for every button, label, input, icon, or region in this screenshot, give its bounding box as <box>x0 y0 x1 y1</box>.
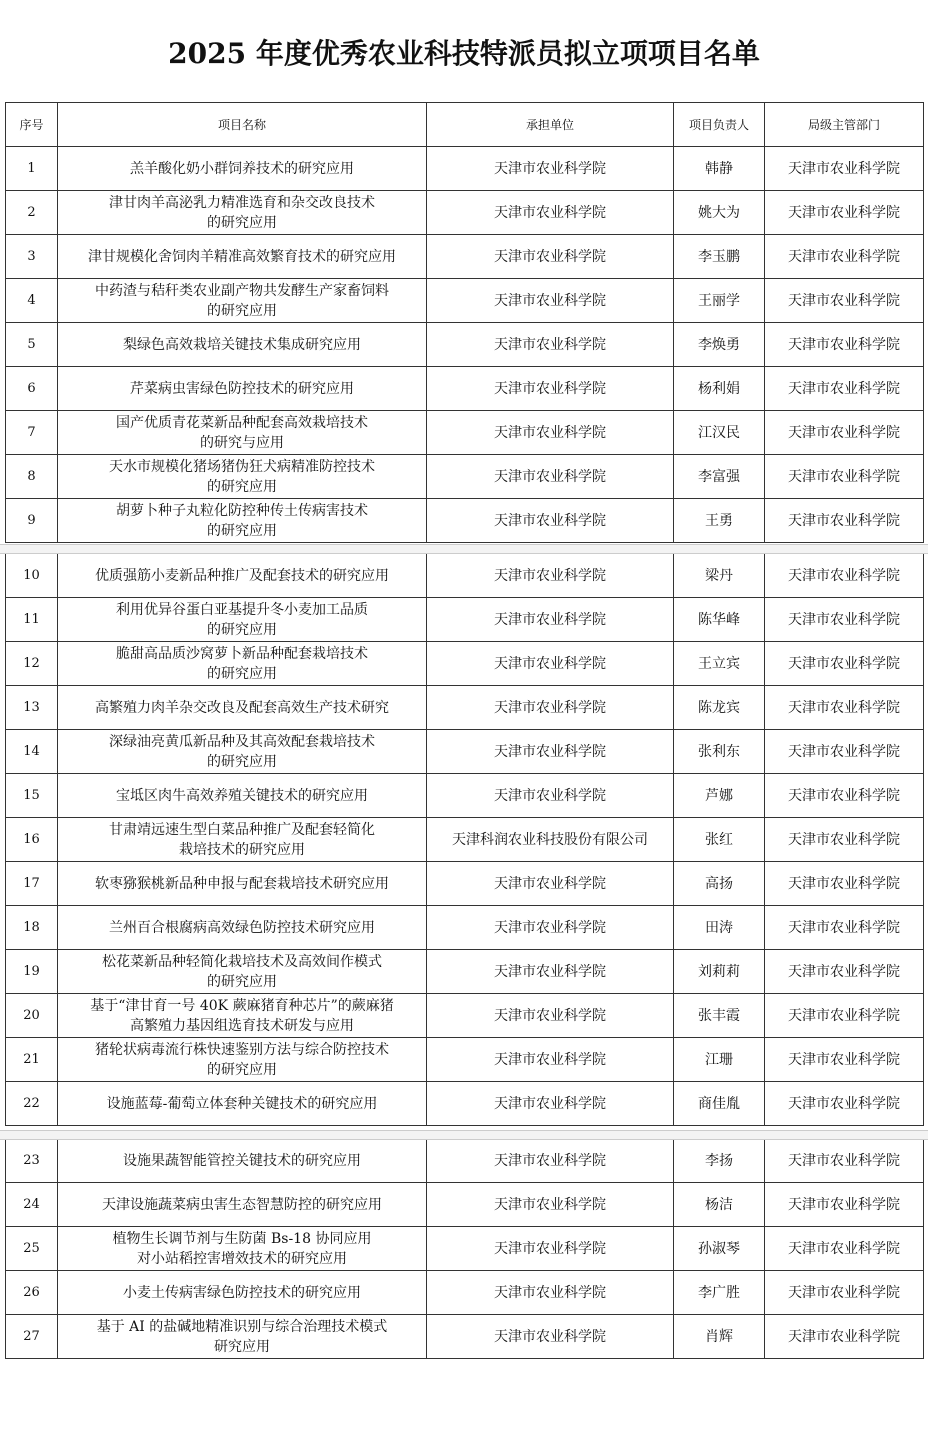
project-leader: 高扬 <box>674 862 765 906</box>
project-name: 深绿油亮黄瓜新品种及其高效配套栽培技术 的研究应用 <box>58 730 427 774</box>
table-row <box>6 235 924 279</box>
supervising-department: 天津市农业科学院 <box>765 642 924 686</box>
project-table-section-2 <box>5 553 924 1126</box>
project-leader: 孙淑琴 <box>674 1227 765 1271</box>
undertaking-unit: 天津市农业科学院 <box>427 1183 674 1227</box>
undertaking-unit: 天津科润农业科技股份有限公司 <box>427 818 674 862</box>
project-leader: 李玉鹏 <box>674 235 765 279</box>
supervising-department: 天津市农业科学院 <box>765 191 924 235</box>
row-number: 9 <box>6 499 58 543</box>
table-row <box>6 686 924 730</box>
project-leader: 李富强 <box>674 455 765 499</box>
project-name: 甘肃靖远速生型白菜品种推广及配套轻简化 栽培技术的研究应用 <box>58 818 427 862</box>
table-row <box>6 1271 924 1315</box>
supervising-department: 天津市农业科学院 <box>765 411 924 455</box>
undertaking-unit: 天津市农业科学院 <box>427 1038 674 1082</box>
project-name: 兰州百合根腐病高效绿色防控技术研究应用 <box>58 906 427 950</box>
project-name: 羔羊酸化奶小群饲养技术的研究应用 <box>58 147 427 191</box>
project-leader: 杨洁 <box>674 1183 765 1227</box>
supervising-department: 天津市农业科学院 <box>765 367 924 411</box>
undertaking-unit: 天津市农业科学院 <box>427 686 674 730</box>
undertaking-unit: 天津市农业科学院 <box>427 1227 674 1271</box>
project-leader: 李扬 <box>674 1139 765 1183</box>
row-number: 13 <box>6 686 58 730</box>
row-number: 25 <box>6 1227 58 1271</box>
row-number: 4 <box>6 279 58 323</box>
project-leader: 姚大为 <box>674 191 765 235</box>
supervising-department: 天津市农业科学院 <box>765 774 924 818</box>
project-name: 基于“津甘育一号 40K 蕨麻猪育种芯片”的蕨麻猪 高繁殖力基因组选育技术研发与应用 <box>58 994 427 1038</box>
table-row <box>6 818 924 862</box>
project-name: 脆甜高品质沙窝萝卜新品种配套栽培技术 的研究应用 <box>58 642 427 686</box>
supervising-department: 天津市农业科学院 <box>765 994 924 1038</box>
project-name: 宝坻区肉牛高效养殖关键技术的研究应用 <box>58 774 427 818</box>
row-number: 16 <box>6 818 58 862</box>
table-row <box>6 730 924 774</box>
row-number: 19 <box>6 950 58 994</box>
row-number: 27 <box>6 1315 58 1359</box>
project-name: 国产优质青花菜新品种配套高效栽培技术 的研究与应用 <box>58 411 427 455</box>
undertaking-unit: 天津市农业科学院 <box>427 279 674 323</box>
supervising-department: 天津市农业科学院 <box>765 235 924 279</box>
supervising-department: 天津市农业科学院 <box>765 1271 924 1315</box>
supervising-department: 天津市农业科学院 <box>765 554 924 598</box>
supervising-department: 天津市农业科学院 <box>765 906 924 950</box>
project-leader: 江汉民 <box>674 411 765 455</box>
supervising-department: 天津市农业科学院 <box>765 1139 924 1183</box>
undertaking-unit: 天津市农业科学院 <box>427 147 674 191</box>
project-name: 猪轮状病毒流行株快速鉴别方法与综合防控技术 的研究应用 <box>58 1038 427 1082</box>
undertaking-unit: 天津市农业科学院 <box>427 598 674 642</box>
row-number: 18 <box>6 906 58 950</box>
supervising-department: 天津市农业科学院 <box>765 1183 924 1227</box>
table-row <box>6 906 924 950</box>
undertaking-unit: 天津市农业科学院 <box>427 1315 674 1359</box>
table-row <box>6 1183 924 1227</box>
row-number: 14 <box>6 730 58 774</box>
undertaking-unit: 天津市农业科学院 <box>427 906 674 950</box>
table-header-row <box>6 103 924 147</box>
project-name: 松花菜新品种轻简化栽培技术及高效间作模式 的研究应用 <box>58 950 427 994</box>
project-name: 天津设施蔬菜病虫害生态智慧防控的研究应用 <box>58 1183 427 1227</box>
project-leader: 陈龙宾 <box>674 686 765 730</box>
project-leader: 李广胜 <box>674 1271 765 1315</box>
page-title: 2025 年度优秀农业科技特派员拟立项项目名单 <box>168 37 760 70</box>
project-name: 中药渣与秸秆类农业副产物共发酵生产家畜饲料 的研究应用 <box>58 279 427 323</box>
project-leader: 田涛 <box>674 906 765 950</box>
undertaking-unit: 天津市农业科学院 <box>427 1082 674 1126</box>
project-leader: 陈华峰 <box>674 598 765 642</box>
undertaking-unit: 天津市农业科学院 <box>427 642 674 686</box>
project-leader: 李焕勇 <box>674 323 765 367</box>
project-name: 津甘肉羊高泌乳力精准选育和杂交改良技术 的研究应用 <box>58 191 427 235</box>
supervising-department: 天津市农业科学院 <box>765 499 924 543</box>
row-number: 8 <box>6 455 58 499</box>
table-row <box>6 598 924 642</box>
table-row <box>6 455 924 499</box>
table-row <box>6 862 924 906</box>
table-row <box>6 1227 924 1271</box>
project-name: 植物生长调节剂与生防菌 Bs-18 协同应用 对小站稻控害增效技术的研究应用 <box>58 1227 427 1271</box>
undertaking-unit: 天津市农业科学院 <box>427 994 674 1038</box>
row-number: 17 <box>6 862 58 906</box>
undertaking-unit: 天津市农业科学院 <box>427 1271 674 1315</box>
project-leader: 商佳胤 <box>674 1082 765 1126</box>
supervising-department: 天津市农业科学院 <box>765 686 924 730</box>
row-number: 24 <box>6 1183 58 1227</box>
supervising-department: 天津市农业科学院 <box>765 1082 924 1126</box>
page-break-divider <box>0 544 928 554</box>
project-name: 芹菜病虫害绿色防控技术的研究应用 <box>58 367 427 411</box>
project-leader: 刘莉莉 <box>674 950 765 994</box>
project-leader: 张利东 <box>674 730 765 774</box>
undertaking-unit: 天津市农业科学院 <box>427 730 674 774</box>
project-name: 设施蓝莓-葡萄立体套种关键技术的研究应用 <box>58 1082 427 1126</box>
project-name: 胡萝卜种子丸粒化防控种传土传病害技术 的研究应用 <box>58 499 427 543</box>
table-row <box>6 367 924 411</box>
row-number: 12 <box>6 642 58 686</box>
page-break-divider <box>0 1130 928 1140</box>
project-leader: 杨利娟 <box>674 367 765 411</box>
table-row <box>6 323 924 367</box>
table-row <box>6 774 924 818</box>
project-leader: 梁丹 <box>674 554 765 598</box>
undertaking-unit: 天津市农业科学院 <box>427 323 674 367</box>
header-no: 序号 <box>6 103 58 147</box>
row-number: 21 <box>6 1038 58 1082</box>
undertaking-unit: 天津市农业科学院 <box>427 235 674 279</box>
table-row <box>6 147 924 191</box>
table-row <box>6 994 924 1038</box>
project-name: 梨绿色高效栽培关键技术集成研究应用 <box>58 323 427 367</box>
undertaking-unit: 天津市农业科学院 <box>427 499 674 543</box>
undertaking-unit: 天津市农业科学院 <box>427 950 674 994</box>
table-row <box>6 1139 924 1183</box>
undertaking-unit: 天津市农业科学院 <box>427 554 674 598</box>
project-leader: 芦娜 <box>674 774 765 818</box>
row-number: 11 <box>6 598 58 642</box>
row-number: 5 <box>6 323 58 367</box>
table-row <box>6 1038 924 1082</box>
row-number: 1 <box>6 147 58 191</box>
table-row <box>6 411 924 455</box>
undertaking-unit: 天津市农业科学院 <box>427 1139 674 1183</box>
project-name: 优质强筋小麦新品种推广及配套技术的研究应用 <box>58 554 427 598</box>
table-row <box>6 499 924 543</box>
supervising-department: 天津市农业科学院 <box>765 1038 924 1082</box>
row-number: 20 <box>6 994 58 1038</box>
undertaking-unit: 天津市农业科学院 <box>427 191 674 235</box>
table-row <box>6 279 924 323</box>
project-name: 高繁殖力肉羊杂交改良及配套高效生产技术研究 <box>58 686 427 730</box>
supervising-department: 天津市农业科学院 <box>765 455 924 499</box>
undertaking-unit: 天津市农业科学院 <box>427 862 674 906</box>
project-leader: 王丽学 <box>674 279 765 323</box>
table-row <box>6 554 924 598</box>
table-row <box>6 191 924 235</box>
project-leader: 张红 <box>674 818 765 862</box>
header-dept: 局级主管部门 <box>765 103 924 147</box>
supervising-department: 天津市农业科学院 <box>765 730 924 774</box>
header-project-name: 项目名称 <box>58 103 427 147</box>
supervising-department: 天津市农业科学院 <box>765 323 924 367</box>
undertaking-unit: 天津市农业科学院 <box>427 774 674 818</box>
supervising-department: 天津市农业科学院 <box>765 862 924 906</box>
project-leader: 韩静 <box>674 147 765 191</box>
row-number: 26 <box>6 1271 58 1315</box>
undertaking-unit: 天津市农业科学院 <box>427 367 674 411</box>
row-number: 2 <box>6 191 58 235</box>
undertaking-unit: 天津市农业科学院 <box>427 455 674 499</box>
project-name: 基于 AI 的盐碱地精准识别与综合治理技术模式 研究应用 <box>58 1315 427 1359</box>
project-name: 利用优异谷蛋白亚基提升冬小麦加工品质 的研究应用 <box>58 598 427 642</box>
project-leader: 王勇 <box>674 499 765 543</box>
row-number: 7 <box>6 411 58 455</box>
table-row <box>6 1315 924 1359</box>
supervising-department: 天津市农业科学院 <box>765 1315 924 1359</box>
supervising-department: 天津市农业科学院 <box>765 147 924 191</box>
row-number: 10 <box>6 554 58 598</box>
supervising-department: 天津市农业科学院 <box>765 1227 924 1271</box>
row-number: 15 <box>6 774 58 818</box>
supervising-department: 天津市农业科学院 <box>765 818 924 862</box>
row-number: 3 <box>6 235 58 279</box>
project-leader: 张丰霞 <box>674 994 765 1038</box>
project-table-section-1 <box>5 102 924 543</box>
header-unit: 承担单位 <box>427 103 674 147</box>
project-name: 软枣猕猴桃新品种申报与配套栽培技术研究应用 <box>58 862 427 906</box>
row-number: 22 <box>6 1082 58 1126</box>
project-name: 设施果蔬智能管控关键技术的研究应用 <box>58 1139 427 1183</box>
project-leader: 肖辉 <box>674 1315 765 1359</box>
header-leader: 项目负责人 <box>674 103 765 147</box>
project-leader: 江珊 <box>674 1038 765 1082</box>
project-name: 天水市规模化猪场猪伪狂犬病精准防控技术 的研究应用 <box>58 455 427 499</box>
table-row <box>6 642 924 686</box>
supervising-department: 天津市农业科学院 <box>765 598 924 642</box>
supervising-department: 天津市农业科学院 <box>765 279 924 323</box>
project-name: 小麦土传病害绿色防控技术的研究应用 <box>58 1271 427 1315</box>
row-number: 23 <box>6 1139 58 1183</box>
project-name: 津甘规模化舍饲肉羊精准高效繁育技术的研究应用 <box>58 235 427 279</box>
table-row <box>6 950 924 994</box>
undertaking-unit: 天津市农业科学院 <box>427 411 674 455</box>
row-number: 6 <box>6 367 58 411</box>
supervising-department: 天津市农业科学院 <box>765 950 924 994</box>
project-table-section-3 <box>5 1138 924 1359</box>
project-leader: 王立宾 <box>674 642 765 686</box>
table-row <box>6 1082 924 1126</box>
